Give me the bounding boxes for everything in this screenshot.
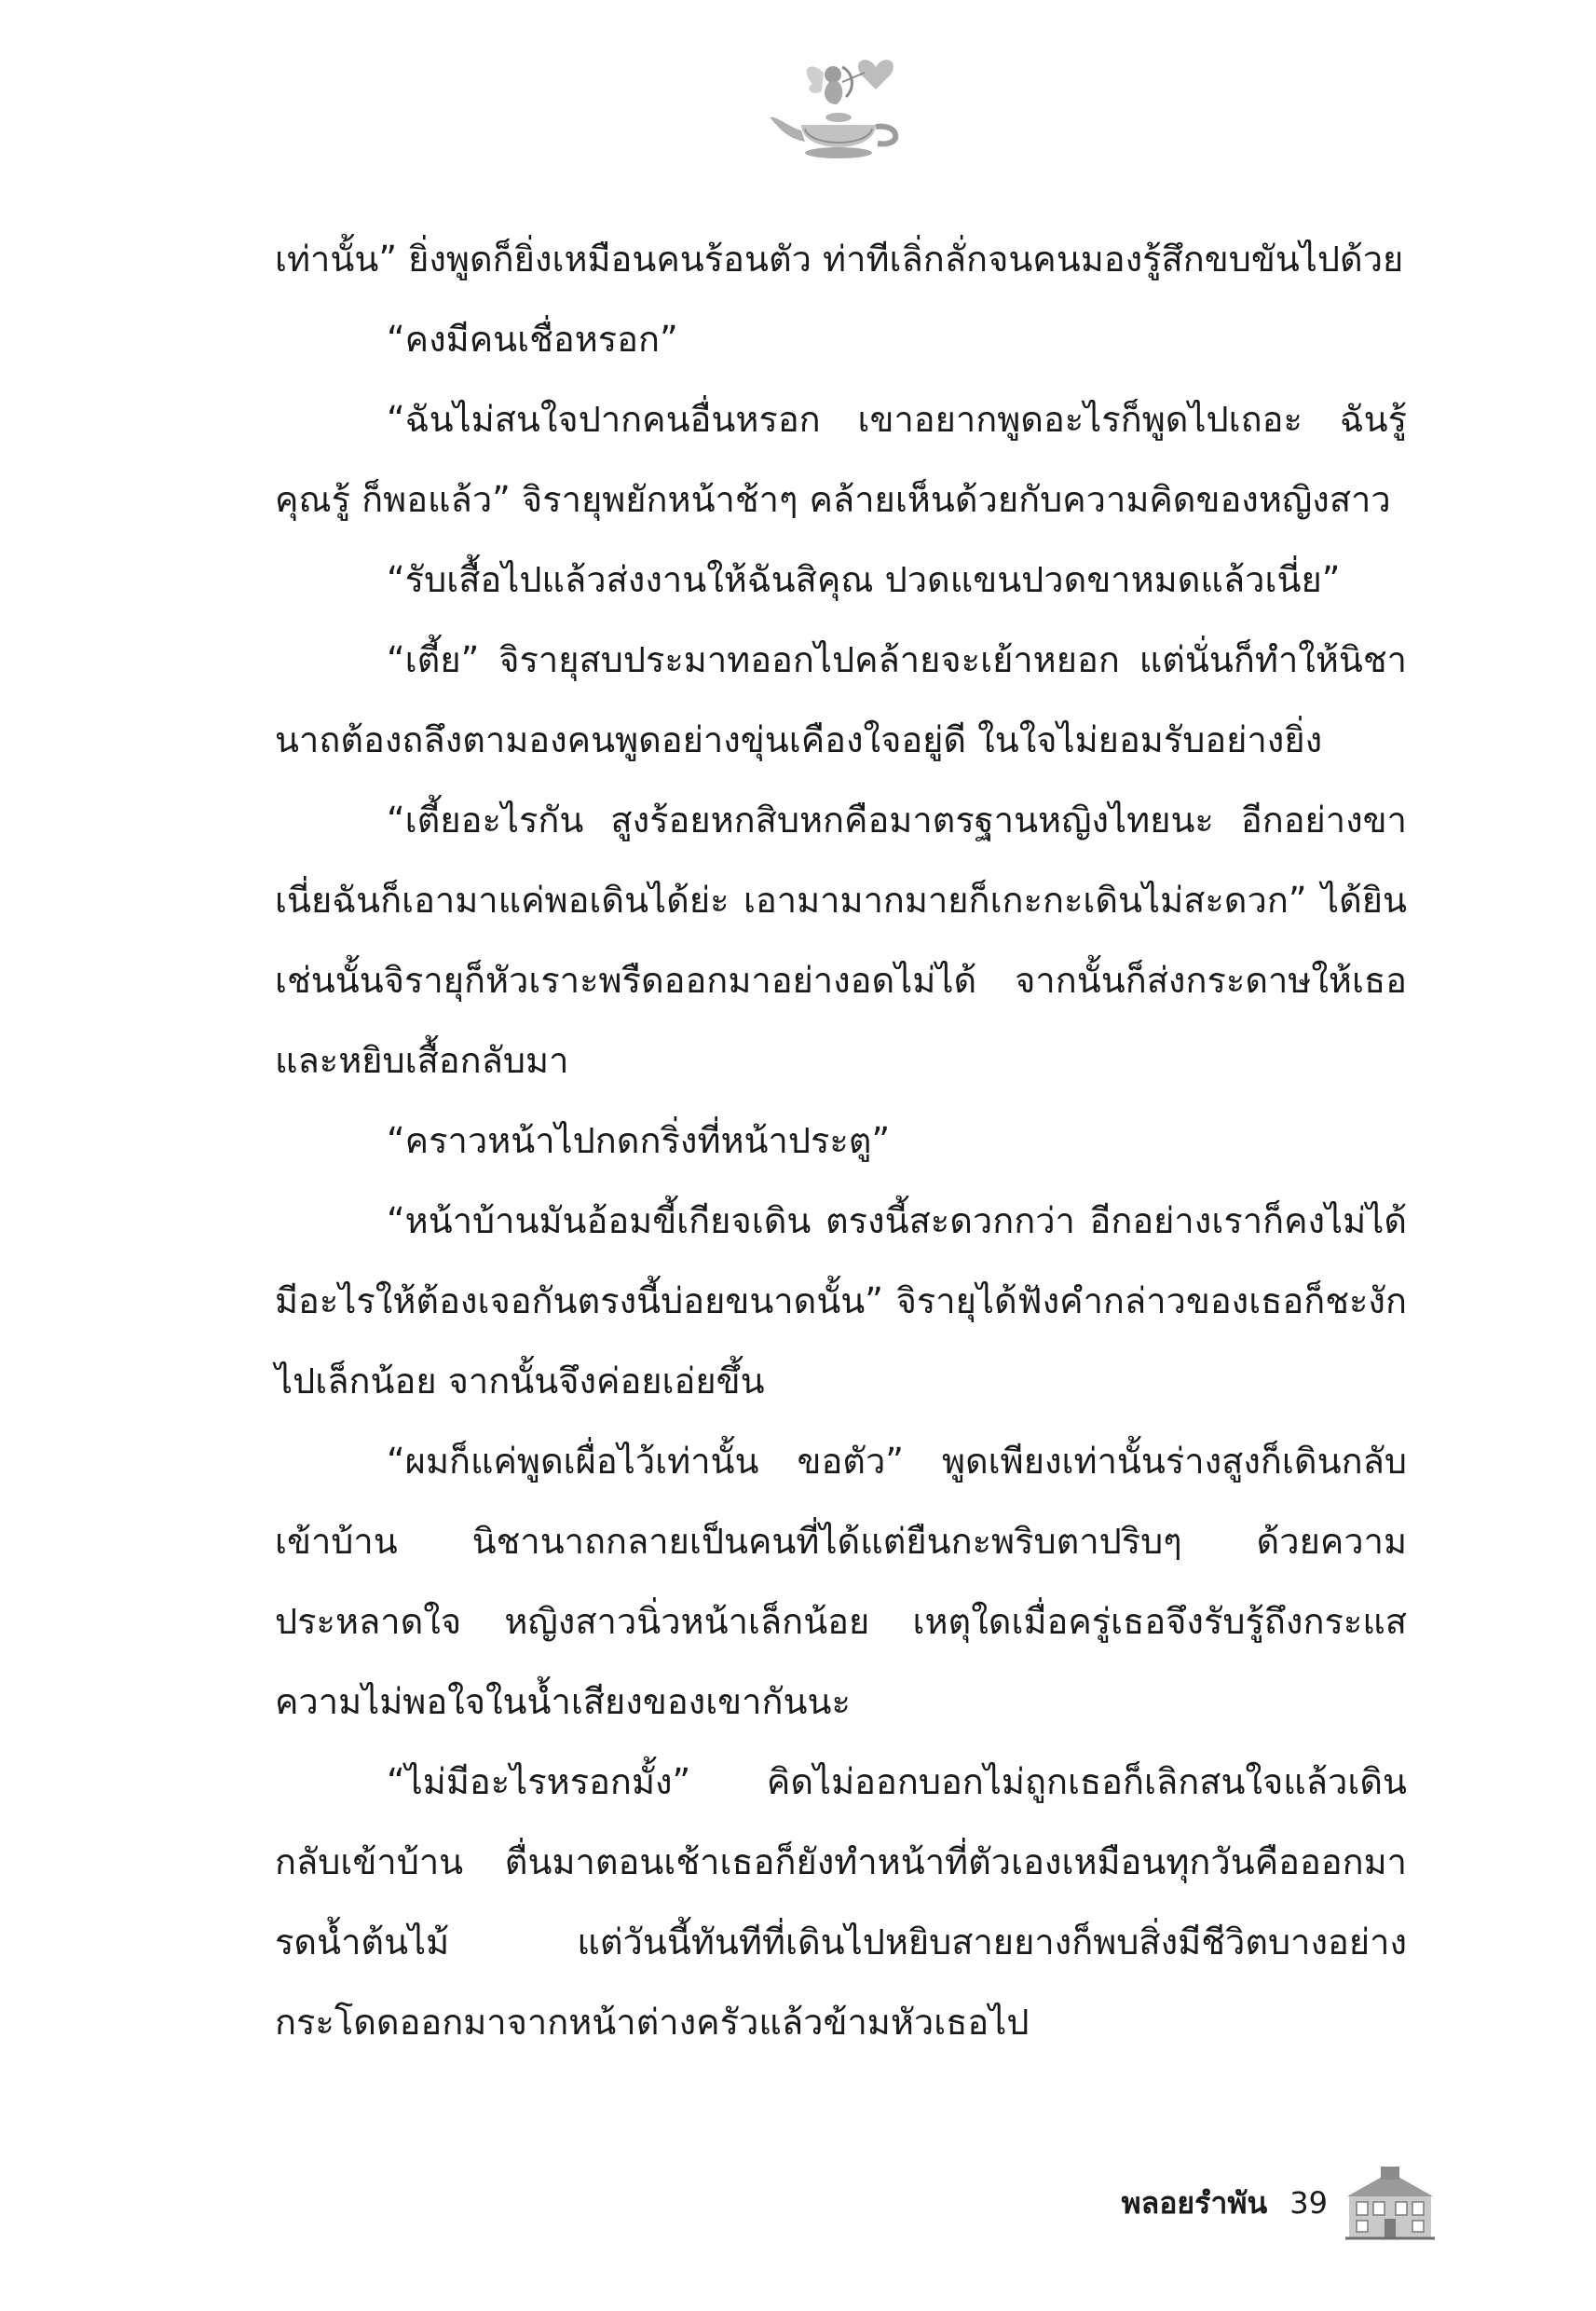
paragraph: “ฉันไม่สนใจปากคนอื่นหรอก เขาอยากพูดอะไรก็พูดไปเถอะ ฉันรู้ คุณรู้ ก็พอแล้ว” จิรายุพยักหน้าช้าๆ คล้ายเห็นด้วยกับความคิดของหญิงสาว: [275, 399, 1407, 520]
teapot-cupid-ornament-icon: [764, 47, 913, 168]
page-number: 39: [1289, 2185, 1328, 2221]
body-text: [275, 219, 1407, 2062]
paragraph: “คราวหน้าไปกดกริ่งที่หน้าประตู”: [387, 1120, 891, 1161]
paragraph: “ผมก็แค่พูดเผื่อไว้เท่านั้น ขอตัว” พูดเพียงเท่านั้นร่างสูงก็เดินกลับเข้าบ้าน นิชานาถกลายเป็นคนที่ได้แต่ยืนกะพริบตาปริบๆ ด้วยความประหลาดใจ หญิงสาวนิ่วหน้าเล็กน้อย เหตุใดเมื่อครู่เธอจึงรับรู้ถึงกระแสความไม่พอใจในน้ำเสียงของเขากันนะ: [275, 1441, 1407, 1722]
paragraph: “รับเสื้อไปแล้วส่งงานให้ฉันสิคุณ ปวดแขนปวดขาหมดแล้วเนี่ย”: [387, 559, 1341, 600]
page-footer: [1062, 2167, 1435, 2241]
paragraph: “หน้าบ้านมันอ้อมขี้เกียจเดิน ตรงนี้สะดวกกว่า อีกอย่างเราก็คงไม่ได้มีอะไรให้ต้องเจอกันตรงนี้บ่อยขนาดนั้น” จิรายุได้ฟังคำกล่าวของเธอก็ชะงักไปเล็กน้อย จากนั้นจึงค่อยเอ่ยขึ้น: [275, 1200, 1407, 1402]
paragraph: “ไม่มีอะไรหรอกมั้ง” คิดไม่ออกบอกไม่ถูกเธอก็เลิกสนใจแล้วเดินกลับเข้าบ้าน ตื่นมาตอนเช้าเธอก็ยังทำหน้าที่ตัวเองเหมือนทุกวันคือออกมารดน้ำต้นไม้ แต่วันนี้ทันทีที่เดินไปหยิบสายยางก็พบสิ่งมีชีวิตบางอย่างกระโดดออกมาจากหน้าต่างครัวแล้วข้ามหัวเธอไป: [275, 1761, 1407, 2043]
paragraph: “เตี้ยอะไรกัน สูงร้อยหกสิบหกคือมาตรฐานหญิงไทยนะ อีกอย่างขาเนี่ยฉันก็เอามาแค่พอเดินได้ย่ะ เอามามากมายก็เกะกะเดินไม่สะดวก” ได้ยินเช่นนั้นจิรายุก็หัวเราะพรืดออกมาอย่างอดไม่ได้ จากนั้นก็ส่งกระดาษให้เธอและหยิบเสื้อกลับมา: [275, 800, 1407, 1081]
paragraph: เท่านั้น” ยิ่งพูดก็ยิ่งเหมือนคนร้อนตัว ท่าทีเลิ่กลั่กจนคนมองรู้สึกขบขันไปด้วย: [275, 239, 1404, 280]
book-title: พลอยรำพัน: [1121, 2185, 1268, 2221]
paragraph: “เตี้ย” จิรายุสบประมาทออกไปคล้ายจะเย้าหยอก แต่นั่นก็ทำให้นิชานาถต้องถลึงตามองคนพูดอย่างขุ่นเคืองใจอยู่ดี ในใจไม่ยอมรับอย่างยิ่ง: [275, 639, 1407, 760]
paragraph: “คงมีคนเชื่อหรอก”: [387, 319, 678, 360]
house-icon: [1345, 2167, 1435, 2241]
footer-text: [1121, 2180, 1328, 2227]
